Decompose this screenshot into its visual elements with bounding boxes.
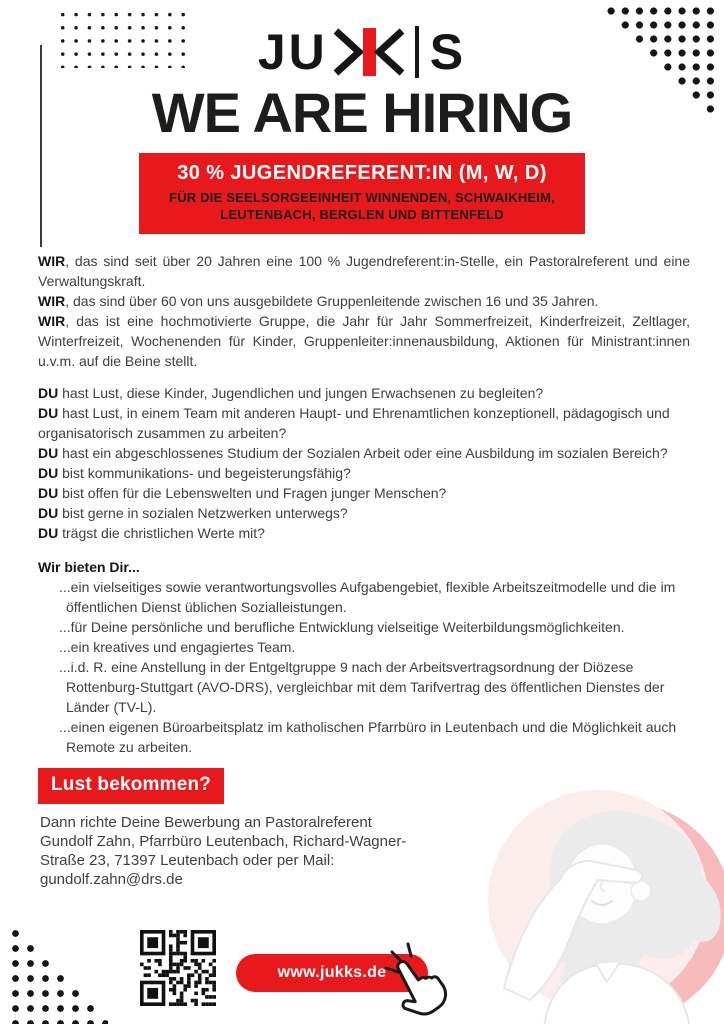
job-title: 30 % JUGENDREFERENT:IN (M, W, D) [177, 162, 547, 185]
statement-text: , das sind seit über 20 Jahren eine 100 % Jugendreferent:in-Stelle, ein Pastoralreferent und eine Verwaltungskraft. [38, 253, 690, 290]
candidate-statement [38, 443, 690, 463]
statement-text: , das sind über 60 von uns ausgebildete Gruppenleitende zwischen 16 und 35 Jahren. [65, 293, 599, 310]
candidate-statement [38, 463, 690, 483]
contact-line: Straße 23, 71397 Leutenbach oder per Mail: [40, 852, 335, 870]
statement-text: bist kommunikations- und begeisterungsfähig? [58, 465, 351, 482]
qr-code [140, 930, 216, 1006]
cta-label: Lust bekommen? [38, 768, 224, 804]
candidate-statement [38, 483, 690, 503]
about-us-statement [38, 291, 690, 311]
job-subtitle: FÜR DIE SEELSORGEEINHEIT WINNENDEN, SCHWAIKHEIM, LEUTENBACH, BERGLEN UND BITTENFELD [169, 190, 555, 223]
statement-text: , das ist eine hochmotivierte Gruppe, die Jahr für Jahr Sommerfreizeit, Kinderfreizeit, Zeltlager, Winterfreizeit, Wochenenden für Kinder, Gruppenleiter:innenausbildung, Aktionen für Ministrant:innen u.v.m. auf die Beine stellt. [38, 313, 690, 370]
logo-ju-text: JU [257, 24, 328, 80]
logo-kk-mark [332, 28, 406, 76]
statement-text: bist gerne in sozialen Netzwerken unterwegs? [58, 505, 348, 522]
statement-prefix: DU [38, 505, 59, 522]
logo-separator-bar [415, 26, 419, 78]
statement-prefix: DU [38, 385, 59, 402]
candidate-section [38, 383, 690, 543]
website-button[interactable]: www.jukks.de [236, 954, 428, 992]
offer-item: ...einen eigenen Büroarbeitsplatz im katholischen Pfarrbüro in Leutenbach und die Möglichkeit auch Remote zu arbeiten. [59, 719, 677, 756]
candidate-statement [38, 523, 690, 543]
statement-prefix: DU [38, 465, 59, 482]
statement-prefix: WIR [38, 253, 66, 270]
statement-prefix: DU [38, 485, 59, 502]
offer-item: ...für Deine persönliche und berufliche Entwicklung vielseitige Weiterbildungsmöglichkeiten. [59, 619, 625, 636]
page-title: WE ARE HIRING [151, 81, 573, 144]
candidate-statement [38, 503, 690, 523]
logo-s-text: S [429, 24, 467, 80]
offer-item: ...i.d. R. eine Anstellung in der Entgeltgruppe 9 nach der Arbeitsvertragsordnung der Diözese Rottenburg-Stuttgart (AVO-DRS), vergleichbar mit dem Tarifvertrag des öffentlichen Dienstes der Länder (TV-L). [59, 659, 665, 716]
candidate-statement [38, 403, 690, 443]
click-hand-icon [378, 938, 448, 1020]
offer-heading: Wir bieten Dir... [38, 559, 140, 576]
contact-line: Dann richte Deine Bewerbung an Pastoralreferent [40, 814, 372, 832]
statement-text: trägst die christlichen Werte mit? [58, 525, 265, 542]
statement-text: bist offen für die Lebenswelten und Fragen junger Menschen? [58, 485, 447, 502]
statement-text: hast Lust, diese Kinder, Jugendlichen und jungen Erwachsenen zu begleiten? [58, 385, 544, 402]
statement-prefix: DU [38, 405, 59, 422]
offer-item: ...ein vielseitiges sowie verantwortungsvolles Aufgabengebiet, flexible Arbeitszeitmodelle und die im öffentlichen Dienst üblichen Sozialleistungen. [59, 579, 676, 616]
about-us-section [38, 251, 690, 371]
statement-prefix: WIR [38, 293, 66, 310]
contact-line: Gundolf Zahn, Pfarrbüro Leutenbach, Richard-Wagner- [40, 833, 407, 851]
vertical-line-decoration [40, 45, 42, 247]
statement-prefix: DU [38, 445, 59, 462]
offer-item: ...ein kreatives und engagiertes Team. [59, 639, 296, 656]
saluting-woman-illustration [486, 788, 724, 1024]
offer-section [38, 557, 690, 757]
statement-text: hast ein abgeschlossenes Studium der Sozialen Arbeit oder eine Ausbildung im sozialen Bereich? [58, 445, 668, 462]
statement-prefix: DU [38, 525, 59, 542]
candidate-statement [38, 383, 690, 403]
job-banner [139, 153, 585, 234]
statement-text: hast Lust, in einem Team mit anderen Haupt- und Ehrenamtlichen konzeptionell, pädagogisch und organisatorisch zusammen zu arbeiten? [38, 405, 670, 442]
statement-prefix: WIR [38, 313, 66, 330]
dot-grid-decoration [52, 4, 186, 68]
about-us-statement [38, 311, 690, 371]
about-us-statement [38, 251, 690, 291]
dot-triangle-bottom-left-decoration [8, 926, 108, 1024]
contact-line: gundolf.zahn@drs.de [40, 871, 183, 889]
